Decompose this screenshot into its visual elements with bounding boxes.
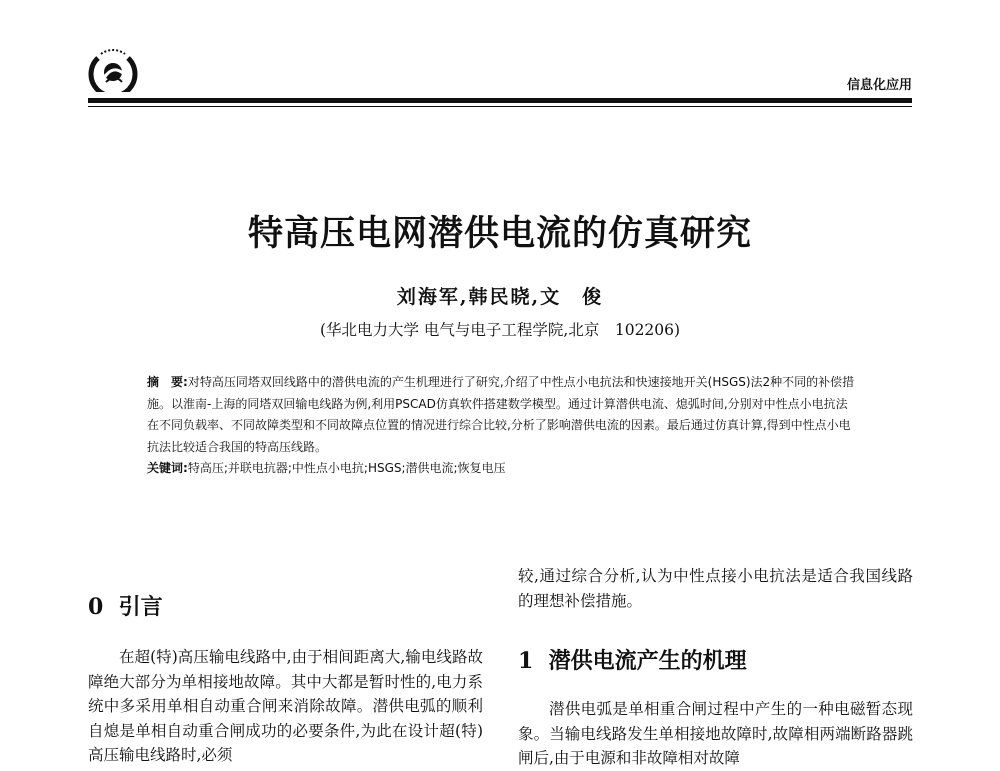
- section-0-heading: [88, 590, 163, 621]
- section-0-number: 0: [88, 594, 104, 620]
- abstract-text: 对特高压同塔双回线路中的潜供电流的产生机理进行了研究,介绍了中性点小电抗法和快速接地开关(HSGS)法2种不同的补偿措施。以淮南-上海的同塔双回输电线路为例,利用PSCAD仿真软件搭建数学模型。通过计算潜供电流、熄弧时间,分别对中性点小电抗法在不同负载率、不同故障类型和不同故障点位置的情况进行综合比较,分析了影响潜供电流的因素。最后通过仿真计算,得到中性点小电抗法比较适合我国的特高压线路。: [147, 375, 855, 454]
- keywords-label: 关键词:: [147, 461, 188, 475]
- abstract-paragraph: [147, 372, 859, 458]
- continuation-paragraph: 较,通过综合分析,认为中性点接小电抗法是适合我国线路的理想补偿措施。: [518, 567, 913, 610]
- section-1-heading: [518, 644, 747, 675]
- abstract: [147, 372, 859, 480]
- keywords-text: 特高压;并联电抗器;中性点小电抗;HSGS;潜供电流;恢复电压: [187, 461, 506, 475]
- affiliation: (华北电力大学 电气与电子工程学院,北京 102206): [319, 321, 681, 339]
- mechanism-paragraph: 潜供电弧是单相重合闸过程中产生的一种电磁暂态现象。当输电线路发生单相接地故障时,故障相两端断路器跳闸后,由于电源和非故障相对故障: [518, 700, 913, 767]
- header-rule-thin: [88, 106, 912, 107]
- right-column-body: [518, 697, 913, 771]
- authors: 刘海军,韩民晓,文 俊: [396, 286, 604, 308]
- section-0-title: 引言: [118, 594, 163, 620]
- keywords-line: [147, 458, 859, 480]
- section-1-number: 1: [518, 648, 534, 674]
- abstract-label: 摘 要:: [147, 375, 188, 389]
- left-column: [88, 645, 483, 768]
- paper-title: 特高压电网潜供电流的仿真研究: [247, 213, 752, 254]
- running-head: 信息化应用: [846, 78, 912, 93]
- intro-paragraph: 在超(特)高压输电线路中,由于相间距离大,输电线路故障绝大部分为单相接地故障。其中大都是暂时性的,电力系统中多采用单相自动重合闸来消除故障。潜供电弧的顺利自熄是单相自动重合闸成功的必要条件,为此在设计超(特)高压输电线路时,必须: [88, 648, 483, 764]
- section-1-title: 潜供电流产生的机理: [548, 648, 747, 674]
- right-column-continuation: [518, 564, 913, 613]
- header-rule-thick: [88, 98, 912, 103]
- emblem-logo-icon: [88, 44, 138, 92]
